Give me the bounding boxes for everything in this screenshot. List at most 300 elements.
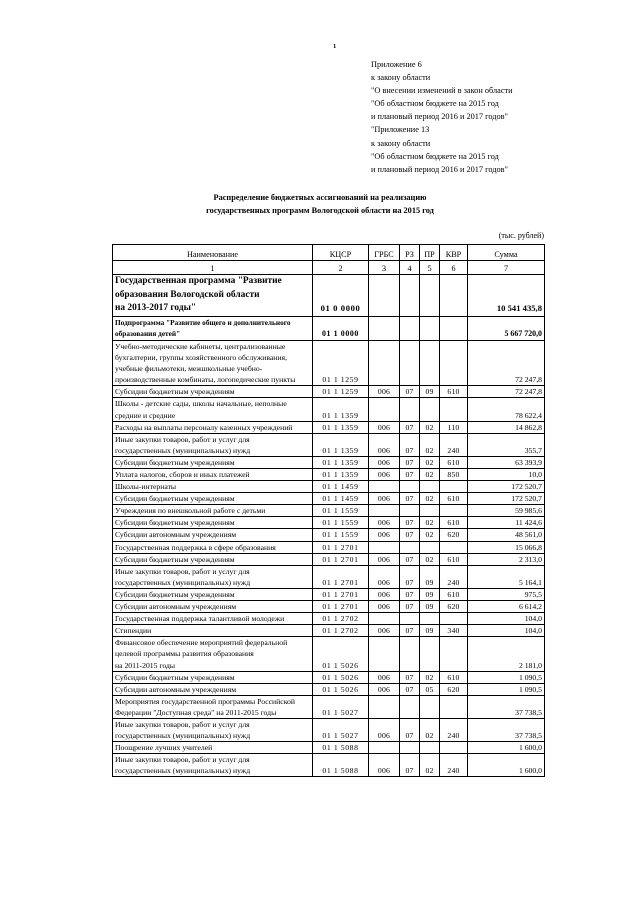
- cell-pr: 02: [420, 421, 440, 433]
- table-column-number-row: [113, 261, 545, 275]
- cell-name: [113, 481, 313, 493]
- cell-pr: 05: [420, 683, 440, 695]
- cell-name-line: Субсидии бюджетным учреждениям: [115, 518, 235, 528]
- cell-pr: 02: [420, 433, 440, 456]
- cell-pr: [420, 613, 440, 625]
- cell-kcsr: 01 1 1559: [313, 505, 369, 517]
- appendix-reference-line: к закону области: [371, 73, 431, 83]
- cell-name-line: образования детей": [115, 329, 181, 339]
- cell-pr: 02: [420, 754, 440, 777]
- cell-name: [113, 505, 313, 517]
- table-header-cell: РЗ: [400, 245, 420, 261]
- cell-kvr: 240: [440, 718, 468, 741]
- cell-rz: 07: [400, 456, 420, 468]
- cell-rz: [400, 340, 420, 385]
- budget-allocations-table: [112, 244, 545, 777]
- cell-name-line: Уплата налогов, сборов и иных платежей: [115, 470, 250, 479]
- cell-sum: 104,0: [468, 625, 545, 637]
- table-row: [113, 613, 545, 625]
- cell-rz: 07: [400, 683, 420, 695]
- cell-name: [113, 625, 313, 637]
- cell-name: [113, 683, 313, 695]
- cell-pr: 02: [420, 517, 440, 529]
- cell-kvr: 610: [440, 386, 468, 398]
- appendix-reference-line: "Об областном бюджете на 2015 год: [371, 151, 499, 161]
- appendix-reference-line: "Об областном бюджете на 2015 год: [371, 99, 499, 109]
- cell-pr: 02: [420, 469, 440, 481]
- appendix-reference-line: "Приложение 13: [371, 125, 430, 135]
- cell-sum: 172 520,7: [468, 493, 545, 505]
- cell-grbs: 006: [369, 456, 400, 468]
- cell-name-line: Государственная программа "Развитие: [115, 276, 282, 286]
- cell-sum: 10,0: [468, 469, 545, 481]
- cell-name: [113, 456, 313, 468]
- table-row: [113, 565, 545, 588]
- cell-name-line: Школы - детские сады, школы начальные, неполные: [115, 399, 287, 409]
- cell-kcsr: 01 1 1359: [313, 398, 369, 421]
- cell-name: [113, 742, 313, 754]
- cell-kvr: 610: [440, 671, 468, 683]
- cell-kcsr: 01 1 1359: [313, 433, 369, 456]
- cell-grbs: 006: [369, 553, 400, 565]
- cell-kvr: [440, 316, 468, 340]
- cell-name-line: Подпрограмма "Развитие общего и дополнительного: [115, 317, 291, 327]
- cell-name-line: Субсидии бюджетным учреждениям: [115, 589, 235, 599]
- cell-rz: [400, 481, 420, 493]
- cell-name: [113, 637, 313, 671]
- cell-name-line: Субсидии бюджетным учреждениям: [115, 672, 235, 682]
- cell-pr: 09: [420, 386, 440, 398]
- cell-rz: 07: [400, 671, 420, 683]
- cell-name-line: Субсидии автономным учреждениям: [115, 684, 237, 694]
- cell-rz: [400, 637, 420, 671]
- cell-grbs: 006: [369, 718, 400, 741]
- table-body: [113, 275, 545, 777]
- table-column-number-cell: 1: [113, 261, 313, 275]
- cell-rz: 07: [400, 565, 420, 588]
- cell-name: [113, 421, 313, 433]
- cell-rz: [400, 398, 420, 421]
- cell-rz: 07: [400, 754, 420, 777]
- cell-name-line: Стипендии: [115, 626, 152, 636]
- cell-grbs: [369, 742, 400, 754]
- table-row: [113, 456, 545, 468]
- cell-name: [113, 386, 313, 398]
- cell-kcsr: 01 1 5026: [313, 637, 369, 671]
- table-header-cell: КВР: [440, 245, 468, 261]
- cell-rz: 07: [400, 421, 420, 433]
- cell-grbs: [369, 398, 400, 421]
- cell-rz: 07: [400, 588, 420, 600]
- cell-sum: 78 622,4: [468, 398, 545, 421]
- cell-rz: 07: [400, 493, 420, 505]
- cell-kcsr: 01 1 1359: [313, 456, 369, 468]
- cell-name: [113, 275, 313, 317]
- cell-grbs: [369, 613, 400, 625]
- table-row: [113, 493, 545, 505]
- table-column-number-cell: 4: [400, 261, 420, 275]
- table-column-number-cell: 5: [420, 261, 440, 275]
- cell-rz: 07: [400, 601, 420, 613]
- cell-kvr: 850: [440, 469, 468, 481]
- cell-rz: [400, 695, 420, 718]
- appendix-reference-block: [371, 58, 513, 176]
- table-column-number-cell: 6: [440, 261, 468, 275]
- cell-grbs: 006: [369, 469, 400, 481]
- cell-kvr: 240: [440, 754, 468, 777]
- cell-kvr: 610: [440, 456, 468, 468]
- cell-kvr: [440, 340, 468, 385]
- cell-name-line: Субсидии автономным учреждениям: [115, 602, 237, 612]
- cell-name-line: Иные закупки товаров, работ и услуг для: [115, 755, 250, 765]
- appendix-reference-line: Приложение 6: [371, 60, 422, 69]
- cell-name: [113, 588, 313, 600]
- cell-sum: 14 862,8: [468, 421, 545, 433]
- cell-pr: [420, 695, 440, 718]
- cell-kcsr: 01 1 2701: [313, 553, 369, 565]
- cell-grbs: 006: [369, 601, 400, 613]
- cell-name: [113, 671, 313, 683]
- cell-kcsr: 01 1 5027: [313, 718, 369, 741]
- table-header-row: [113, 245, 545, 261]
- cell-kvr: [440, 505, 468, 517]
- table-row: [113, 386, 545, 398]
- cell-kcsr: 01 1 1459: [313, 493, 369, 505]
- cell-pr: 09: [420, 625, 440, 637]
- cell-sum: 37 738,5: [468, 695, 545, 718]
- cell-kcsr: 01 1 1259: [313, 386, 369, 398]
- cell-name-line: Школы-интернаты: [115, 482, 177, 492]
- cell-grbs: 006: [369, 588, 400, 600]
- appendix-reference-line: "О внесении изменений в закон области: [371, 86, 513, 96]
- cell-rz: [400, 275, 420, 317]
- cell-kcsr: 01 1 5027: [313, 695, 369, 718]
- cell-grbs: [369, 637, 400, 671]
- table-row: [113, 275, 545, 317]
- cell-name: [113, 565, 313, 588]
- table-row: [113, 695, 545, 718]
- cell-sum: 172 520,7: [468, 481, 545, 493]
- cell-pr: [420, 316, 440, 340]
- appendix-reference-line: и плановый период 2016 и 2017 годов": [371, 112, 508, 122]
- table-header-cell: ГРБС: [369, 245, 400, 261]
- appendix-reference-line: к закону области: [371, 138, 431, 148]
- cell-name: [113, 517, 313, 529]
- table-row: [113, 433, 545, 456]
- cell-name-line: Расходы на выплаты персоналу казенных учреждений: [115, 422, 293, 432]
- appendix-reference-line: и плановый период 2016 и 2017 годов": [371, 164, 508, 174]
- cell-grbs: [369, 695, 400, 718]
- cell-name-line: Поощрение лучших учителей: [115, 743, 213, 753]
- cell-pr: [420, 637, 440, 671]
- cell-sum: 48 561,0: [468, 529, 545, 541]
- table-row: [113, 742, 545, 754]
- cell-kvr: 610: [440, 493, 468, 505]
- cell-kcsr: 01 1 0000: [313, 316, 369, 340]
- cell-name: [113, 398, 313, 421]
- table-column-number-cell: 3: [369, 261, 400, 275]
- cell-name-line: Учреждения по внешкольной работе с детьми: [115, 506, 266, 516]
- cell-sum: 63 393,9: [468, 456, 545, 468]
- cell-sum: 975,5: [468, 588, 545, 600]
- cell-sum: 2 181,0: [468, 637, 545, 671]
- table-row: [113, 398, 545, 421]
- cell-pr: 02: [420, 718, 440, 741]
- cell-sum: 6 614,2: [468, 601, 545, 613]
- cell-name: [113, 493, 313, 505]
- table-row: [113, 671, 545, 683]
- cell-name-line: Субсидии автономным учреждениям: [115, 530, 237, 540]
- cell-pr: [420, 398, 440, 421]
- cell-kvr: 610: [440, 553, 468, 565]
- cell-name: [113, 541, 313, 553]
- cell-name-line: средние и средние: [115, 410, 176, 420]
- cell-sum: 1 600,0: [468, 742, 545, 754]
- cell-pr: 02: [420, 493, 440, 505]
- budget-table-wrapper: [112, 244, 544, 777]
- cell-kvr: 110: [440, 421, 468, 433]
- cell-name-line: Государственная поддержка в сфере образования: [115, 542, 276, 552]
- cell-kvr: [440, 637, 468, 671]
- cell-name: [113, 529, 313, 541]
- cell-kvr: 610: [440, 517, 468, 529]
- table-column-number-cell: 7: [468, 261, 545, 275]
- cell-grbs: 006: [369, 517, 400, 529]
- cell-name-line: Иные закупки товаров, работ и услуг для: [115, 434, 250, 444]
- cell-pr: 02: [420, 529, 440, 541]
- cell-pr: [420, 541, 440, 553]
- cell-name: [113, 754, 313, 777]
- cell-grbs: 006: [369, 386, 400, 398]
- cell-pr: 09: [420, 588, 440, 600]
- cell-name: [113, 601, 313, 613]
- cell-kcsr: 01 1 5026: [313, 671, 369, 683]
- table-column-number-cell: 2: [313, 261, 369, 275]
- cell-grbs: [369, 505, 400, 517]
- cell-kcsr: 01 1 1259: [313, 340, 369, 385]
- cell-kvr: 340: [440, 625, 468, 637]
- cell-kvr: 620: [440, 529, 468, 541]
- cell-sum: 37 738,5: [468, 718, 545, 741]
- cell-kvr: [440, 481, 468, 493]
- cell-name-line: Учебно-методические кабинеты, централизованные: [115, 341, 286, 351]
- cell-name-line: Субсидии бюджетным учреждениям: [115, 494, 235, 504]
- cell-grbs: [369, 481, 400, 493]
- cell-name: [113, 613, 313, 625]
- cell-sum: 5 164,1: [468, 565, 545, 588]
- cell-pr: 09: [420, 565, 440, 588]
- table-header: [113, 245, 545, 275]
- cell-name-line: учебные фильмотеки, межшкольные учебно-: [115, 364, 263, 374]
- cell-name-line: на 2011-2015 годы: [115, 660, 176, 670]
- cell-kcsr: 01 1 5088: [313, 742, 369, 754]
- cell-kcsr: 01 1 2702: [313, 625, 369, 637]
- cell-rz: 07: [400, 718, 420, 741]
- table-header-cell: ПР: [420, 245, 440, 261]
- cell-name-line: Субсидии бюджетным учреждениям: [115, 457, 235, 467]
- cell-grbs: 006: [369, 421, 400, 433]
- cell-sum: 72 247,8: [468, 386, 545, 398]
- table-row: [113, 529, 545, 541]
- cell-kcsr: 01 1 2702: [313, 613, 369, 625]
- cell-kvr: [440, 742, 468, 754]
- cell-rz: [400, 541, 420, 553]
- cell-kcsr: 01 1 1359: [313, 469, 369, 481]
- table-row: [113, 754, 545, 777]
- table-row: [113, 588, 545, 600]
- table-row: [113, 481, 545, 493]
- table-row: [113, 505, 545, 517]
- cell-name-line: на 2013-2017 годы": [115, 303, 197, 314]
- cell-kcsr: 01 1 1359: [313, 421, 369, 433]
- cell-kvr: 240: [440, 565, 468, 588]
- cell-name-line: государственных (муниципальных) нужд: [115, 766, 251, 776]
- cell-kvr: [440, 398, 468, 421]
- cell-grbs: 006: [369, 683, 400, 695]
- cell-kcsr: 01 1 5088: [313, 754, 369, 777]
- cell-name: [113, 340, 313, 385]
- cell-kvr: 620: [440, 683, 468, 695]
- cell-sum: 5 667 720,0: [468, 316, 545, 340]
- cell-rz: [400, 505, 420, 517]
- table-row: [113, 683, 545, 695]
- cell-rz: [400, 613, 420, 625]
- cell-pr: [420, 505, 440, 517]
- cell-name-line: Федерации "Доступная среда" на 2011-2015 годы: [115, 707, 277, 717]
- document-title-line: Распределение бюджетных ассигнований на реализацию: [213, 193, 427, 202]
- cell-rz: 07: [400, 529, 420, 541]
- cell-kvr: 240: [440, 433, 468, 456]
- cell-grbs: 006: [369, 493, 400, 505]
- cell-sum: 1 090,5: [468, 671, 545, 683]
- cell-sum: 1 600,0: [468, 754, 545, 777]
- cell-name-line: Финансовое обеспечение мероприятий федеральной: [115, 638, 288, 648]
- table-row: [113, 340, 545, 385]
- cell-pr: [420, 275, 440, 317]
- cell-name: [113, 433, 313, 456]
- cell-grbs: 006: [369, 529, 400, 541]
- table-row: [113, 553, 545, 565]
- cell-sum: 72 247,8: [468, 340, 545, 385]
- table-row: [113, 469, 545, 481]
- cell-grbs: 006: [369, 671, 400, 683]
- cell-grbs: [369, 316, 400, 340]
- page-number: 1: [333, 43, 337, 50]
- cell-rz: 07: [400, 433, 420, 456]
- cell-kcsr: 01 1 1559: [313, 529, 369, 541]
- cell-name-line: Иные закупки товаров, работ и услуг для: [115, 719, 250, 729]
- cell-rz: 07: [400, 517, 420, 529]
- cell-grbs: 006: [369, 433, 400, 456]
- cell-kvr: [440, 613, 468, 625]
- table-row: [113, 517, 545, 529]
- table-row: [113, 541, 545, 553]
- cell-name: [113, 469, 313, 481]
- cell-name-line: Субсидии бюджетным учреждениям: [115, 554, 235, 564]
- cell-kvr: [440, 695, 468, 718]
- cell-rz: 07: [400, 625, 420, 637]
- cell-kcsr: 01 1 2701: [313, 601, 369, 613]
- cell-grbs: [369, 275, 400, 317]
- units-note: (тыс. рублей): [498, 231, 544, 240]
- cell-name-line: производственные комбинаты, логопедические пункты: [115, 375, 296, 385]
- cell-grbs: [369, 541, 400, 553]
- cell-grbs: 006: [369, 565, 400, 588]
- cell-name-line: Государственная поддержка талантливой молодежи: [115, 614, 285, 624]
- cell-grbs: 006: [369, 754, 400, 777]
- cell-name: [113, 553, 313, 565]
- cell-pr: [420, 742, 440, 754]
- cell-pr: [420, 340, 440, 385]
- cell-sum: 59 985,6: [468, 505, 545, 517]
- cell-kcsr: 01 1 1559: [313, 517, 369, 529]
- cell-name: [113, 316, 313, 340]
- table-row: [113, 421, 545, 433]
- cell-kvr: 620: [440, 601, 468, 613]
- cell-pr: 09: [420, 601, 440, 613]
- cell-sum: 104,0: [468, 613, 545, 625]
- table-row: [113, 316, 545, 340]
- cell-sum: 355,7: [468, 433, 545, 456]
- cell-name-line: государственных (муниципальных) нужд: [115, 731, 251, 741]
- cell-name-line: государственных (муниципальных) нужд: [115, 445, 251, 455]
- cell-pr: 02: [420, 456, 440, 468]
- cell-pr: 02: [420, 553, 440, 565]
- table-row: [113, 718, 545, 741]
- cell-name-line: Мероприятия государственной программы Российской: [115, 696, 295, 706]
- table-header-cell: КЦСР: [313, 245, 369, 261]
- table-header-cell: Сумма: [468, 245, 545, 261]
- cell-kcsr: 01 1 2701: [313, 541, 369, 553]
- document-title-line: государственных программ Вологодской области на 2015 год: [206, 205, 434, 215]
- cell-grbs: 006: [369, 625, 400, 637]
- cell-sum: 2 313,0: [468, 553, 545, 565]
- cell-kcsr: 01 1 5026: [313, 683, 369, 695]
- table-row: [113, 637, 545, 671]
- table-row: [113, 625, 545, 637]
- cell-kvr: [440, 541, 468, 553]
- cell-name: [113, 695, 313, 718]
- cell-name: [113, 718, 313, 741]
- cell-rz: 07: [400, 469, 420, 481]
- cell-grbs: [369, 340, 400, 385]
- cell-name-line: бухгалтерии, группы хозяйственного обслуживания,: [115, 353, 287, 363]
- cell-kcsr: 01 0 0000: [313, 275, 369, 317]
- cell-rz: [400, 742, 420, 754]
- cell-kcsr: 01 1 1459: [313, 481, 369, 493]
- cell-rz: 07: [400, 553, 420, 565]
- cell-sum: 10 541 435,8: [468, 275, 545, 317]
- cell-name-line: Иные закупки товаров, работ и услуг для: [115, 566, 250, 576]
- cell-kcsr: 01 1 2701: [313, 565, 369, 588]
- cell-kvr: [440, 275, 468, 317]
- table-row: [113, 601, 545, 613]
- cell-sum: 11 424,6: [468, 517, 545, 529]
- cell-kcsr: 01 1 2701: [313, 588, 369, 600]
- cell-rz: 07: [400, 386, 420, 398]
- cell-sum: 1 090,5: [468, 683, 545, 695]
- document-title: [0, 192, 640, 217]
- cell-name-line: целевой программы развития образования: [115, 649, 254, 659]
- cell-name-line: Субсидии бюджетным учреждениям: [115, 387, 235, 397]
- table-header-cell: Наименование: [113, 245, 313, 261]
- cell-name-line: образования Вологодской области: [115, 289, 260, 300]
- cell-pr: [420, 481, 440, 493]
- cell-name-line: государственных (муниципальных) нужд: [115, 577, 251, 587]
- cell-sum: 15 066,8: [468, 541, 545, 553]
- cell-pr: 02: [420, 671, 440, 683]
- cell-rz: [400, 316, 420, 340]
